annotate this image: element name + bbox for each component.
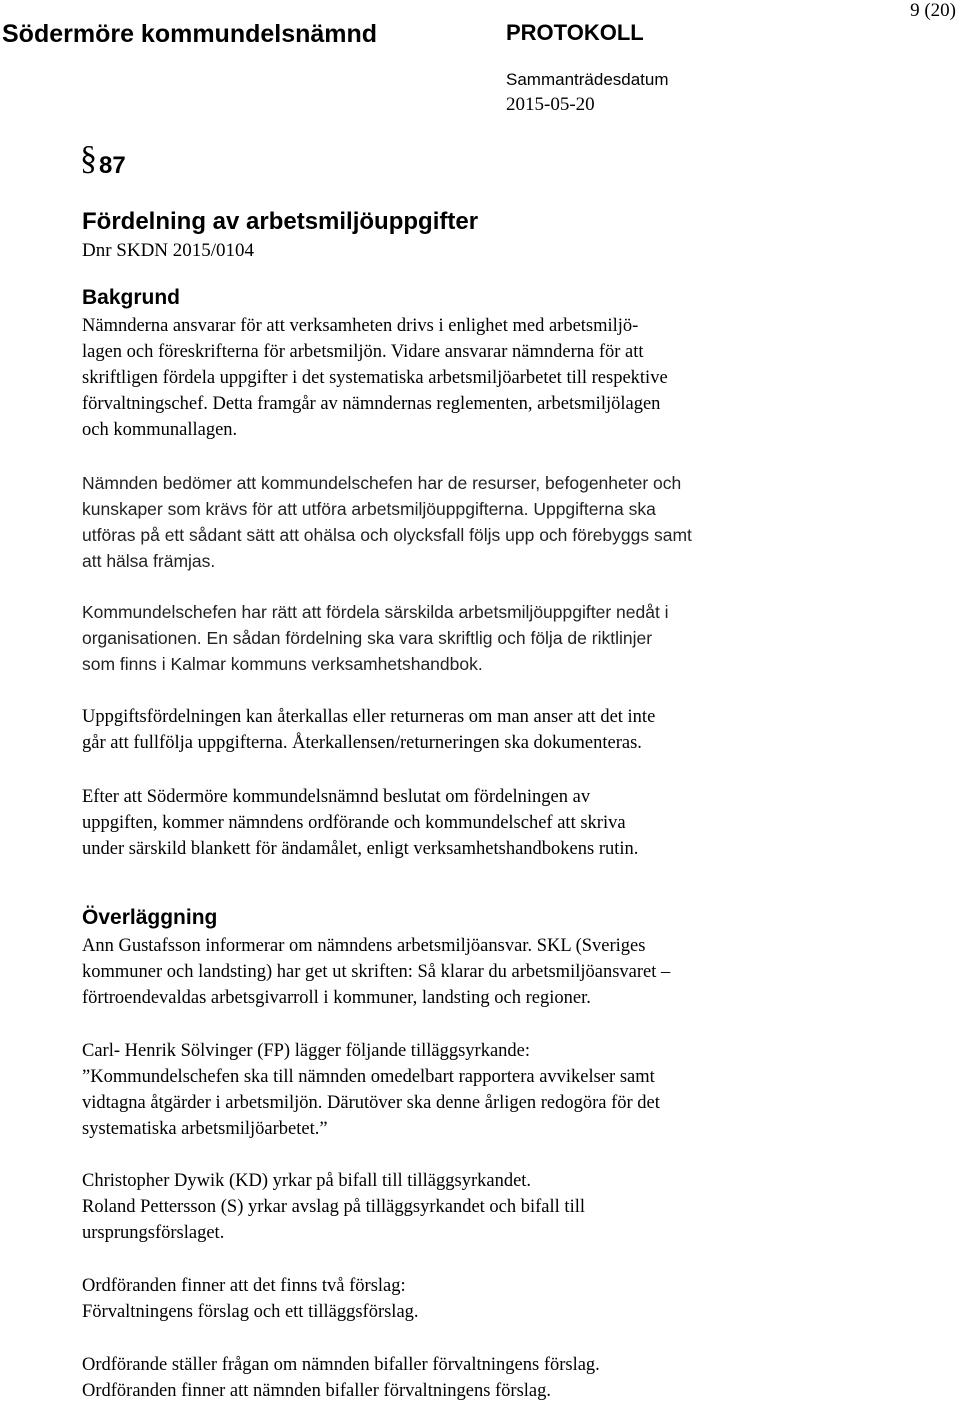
document-type: PROTOKOLL xyxy=(506,20,644,45)
bakgrund-p2-line: Nämnden bedömer att kommundelschefen har de resurser, befogenheter och xyxy=(82,473,682,493)
overlaggning-p3-line: Christopher Dywik (KD) yrkar på bifall till tilläggsyrkandet. xyxy=(82,1171,532,1191)
bakgrund-heading: Bakgrund xyxy=(82,286,181,309)
bakgrund-line: skriftligen fördela uppgifter i det systematiska arbetsmiljöarbetet till respektive xyxy=(82,368,668,388)
page-number: 9 (20) xyxy=(910,0,956,21)
overlaggning-p1-line: Ann Gustafsson informerar om nämndens arbetsmiljöansvar. SKL (Sveriges xyxy=(82,936,646,956)
paragraph-heading xyxy=(80,140,126,178)
overlaggning-p3-line: ursprungsförslaget. xyxy=(82,1223,225,1243)
organization-name: Södermöre kommundelsnämnd xyxy=(2,20,378,48)
overlaggning-p2-line: Carl- Henrik Sölvinger (FP) lägger följande tilläggsyrkande: xyxy=(82,1041,531,1061)
bakgrund-p5-line: under särskild blankett för ändamålet, enligt verksamhetshandbokens rutin. xyxy=(82,839,639,859)
bakgrund-p5-line: Efter att Södermöre kommundelsnämnd beslutat om fördelningen av xyxy=(82,787,591,807)
bakgrund-p3-line: som finns i Kalmar kommuns verksamhetshandbok. xyxy=(82,654,483,674)
paragraph-symbol: § xyxy=(80,140,97,177)
bakgrund-p4-line: går att fullfölja uppgifterna. Återkallensen/returneringen ska dokumenteras. xyxy=(82,733,642,753)
overlaggning-p1-line: förtroendevaldas arbetsgivarroll i kommuner, landsting och regioner. xyxy=(82,988,591,1008)
bakgrund-line: Nämnderna ansvarar för att verksamheten drivs i enlighet med arbetsmiljö- xyxy=(82,316,639,336)
overlaggning-p2-line: vidtagna åtgärder i arbetsmiljön. Därutöver ska denne årligen redogöra för det xyxy=(82,1093,660,1113)
overlaggning-p3-line: Roland Pettersson (S) yrkar avslag på tilläggsyrkandet och bifall till xyxy=(82,1197,585,1217)
meeting-date: 2015-05-20 xyxy=(506,94,595,115)
overlaggning-p2-line: ”Kommundelschefen ska till nämnden omedelbart rapportera avvikelser samt xyxy=(82,1067,655,1087)
bakgrund-p4-line: Uppgiftsfördelningen kan återkallas eller returneras om man anser att det inte xyxy=(82,707,656,727)
bakgrund-p3-line: organisationen. En sådan fördelning ska vara skriftlig och följa de riktlinjer xyxy=(82,628,653,648)
bakgrund-p2-line: kunskaper som krävs för att utföra arbetsmiljöuppgifterna. Uppgifterna ska xyxy=(82,499,656,519)
paragraph-number: 87 xyxy=(99,152,126,179)
overlaggning-p4-line: Ordföranden finner att det finns två förslag: xyxy=(82,1276,406,1296)
section-title: Fördelning av arbetsmiljöuppgifter xyxy=(82,208,479,235)
overlaggning-heading: Överläggning xyxy=(82,906,218,929)
overlaggning-p4-line: Förvaltningens förslag och ett tilläggsförslag. xyxy=(82,1302,419,1322)
bakgrund-p2-line: utföras på ett sådant sätt att ohälsa och olycksfall följs upp och förebyggs samt xyxy=(82,525,692,545)
overlaggning-p1-line: kommuner och landsting) har get ut skriften: Så klarar du arbetsmiljöansvaret – xyxy=(82,962,671,982)
bakgrund-line: och kommunallagen. xyxy=(82,420,238,440)
overlaggning-p5-line: Ordföranden finner att nämnden bifaller förvaltningens förslag. xyxy=(82,1381,552,1401)
bakgrund-line: förvaltningschef. Detta framgår av nämndernas reglementen, arbetsmiljölagen xyxy=(82,394,661,414)
bakgrund-line: lagen och föreskrifterna för arbetsmiljön. Vidare ansvarar nämnderna för att xyxy=(82,342,644,362)
diary-number: Dnr SKDN 2015/0104 xyxy=(82,240,255,261)
bakgrund-p3-line: Kommundelschefen har rätt att fördela särskilda arbetsmiljöuppgifter nedåt i xyxy=(82,602,669,622)
bakgrund-p5-line: uppgiften, kommer nämndens ordförande och kommundelschef att skriva xyxy=(82,813,626,833)
meeting-date-label: Sammanträdesdatum xyxy=(506,70,669,89)
overlaggning-p2-line: systematiska arbetsmiljöarbetet.” xyxy=(82,1119,328,1139)
overlaggning-p5-line: Ordförande ställer frågan om nämnden bifaller förvaltningens förslag. xyxy=(82,1355,600,1375)
bakgrund-p2-line: att hälsa främjas. xyxy=(82,551,216,571)
